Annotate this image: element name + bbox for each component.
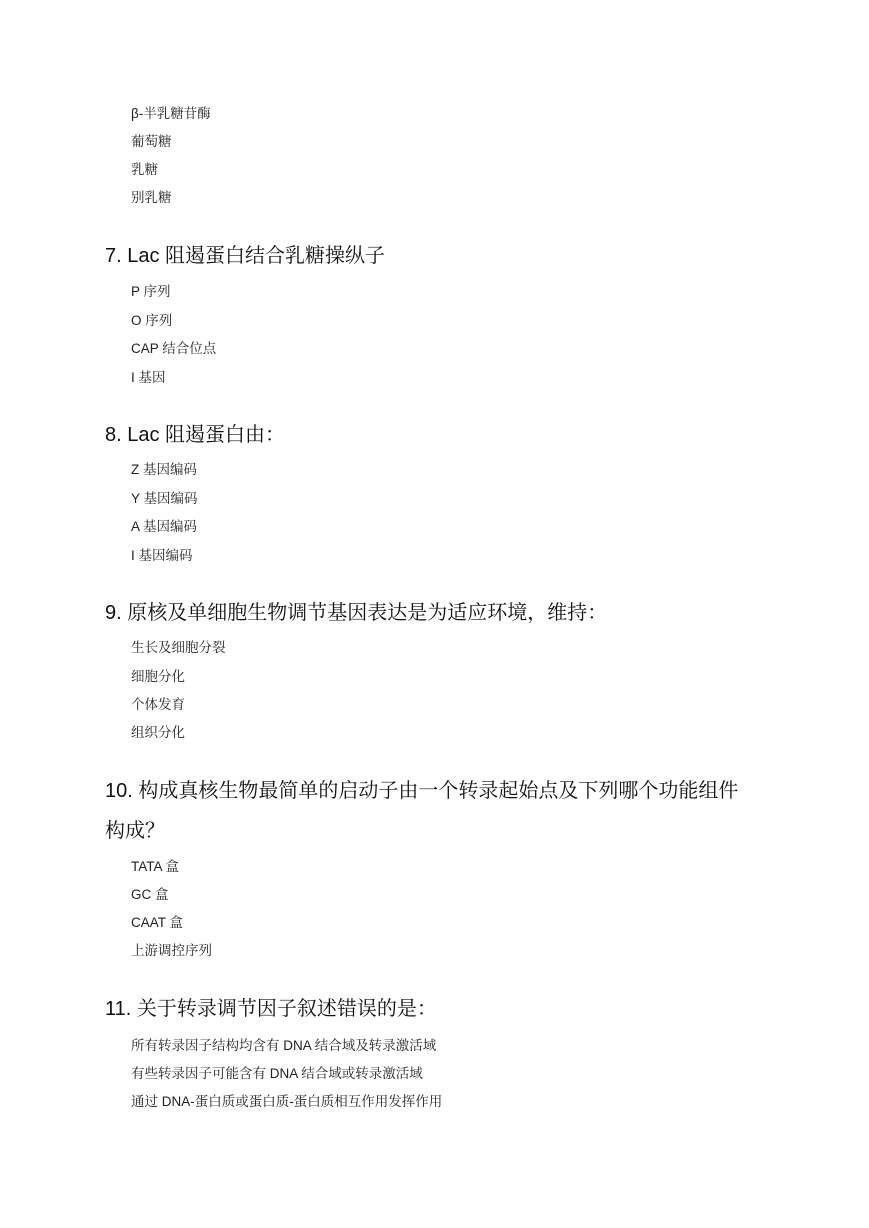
q10-question-line1: 10. 构成真核生物最简单的启动子由一个转录起始点及下列哪个功能组件 xyxy=(105,780,739,802)
q10-option-c: CAAT 盒 xyxy=(131,915,184,930)
q6-option-a: β-半乳糖苷酶 xyxy=(131,106,211,121)
q9-option-b: 细胞分化 xyxy=(131,669,185,684)
q9-option-c: 个体发育 xyxy=(131,697,185,712)
q6-option-d: 别乳糖 xyxy=(131,190,172,205)
q7-option-b: O 序列 xyxy=(131,313,173,328)
q11-option-b: 有些转录因子可能含有 DNA 结合域或转录激活域 xyxy=(131,1066,423,1081)
q8-option-b: Y 基因编码 xyxy=(131,491,198,506)
q6-option-b: 葡萄糖 xyxy=(131,134,172,149)
q7-option-a: P 序列 xyxy=(131,284,171,299)
q9-option-a: 生长及细胞分裂 xyxy=(131,640,226,655)
q11-option-c: 通过 DNA-蛋白质或蛋白质-蛋白质相互作用发挥作用 xyxy=(131,1094,443,1109)
q8-option-a: Z 基因编码 xyxy=(131,462,197,477)
q11-option-a: 所有转录因子结构均含有 DNA 结合域及转录激活域 xyxy=(131,1038,437,1053)
q9-option-d: 组织分化 xyxy=(131,725,185,740)
q11-question: 11. 关于转录调节因子叙述错误的是： xyxy=(105,998,437,1020)
q8-option-d: I 基因编码 xyxy=(131,548,193,563)
q7-question: 7. Lac 阻遏蛋白结合乳糖操纵子 xyxy=(105,245,386,267)
q8-option-c: A 基因编码 xyxy=(131,519,198,534)
q10-question-line2: 构成？ xyxy=(105,820,165,842)
q10-option-a: TATA 盒 xyxy=(131,859,180,874)
q10-option-b: GC 盒 xyxy=(131,887,169,902)
q7-option-d: I 基因 xyxy=(131,370,166,385)
q8-question: 8. Lac 阻遏蛋白由： xyxy=(105,424,286,446)
q10-option-d: 上游调控序列 xyxy=(131,943,212,958)
q7-option-c: CAP 结合位点 xyxy=(131,341,217,356)
q9-question: 9. 原核及单细胞生物调节基因表达是为适应环境，维持： xyxy=(105,602,608,624)
q6-option-c: 乳糖 xyxy=(131,162,158,177)
